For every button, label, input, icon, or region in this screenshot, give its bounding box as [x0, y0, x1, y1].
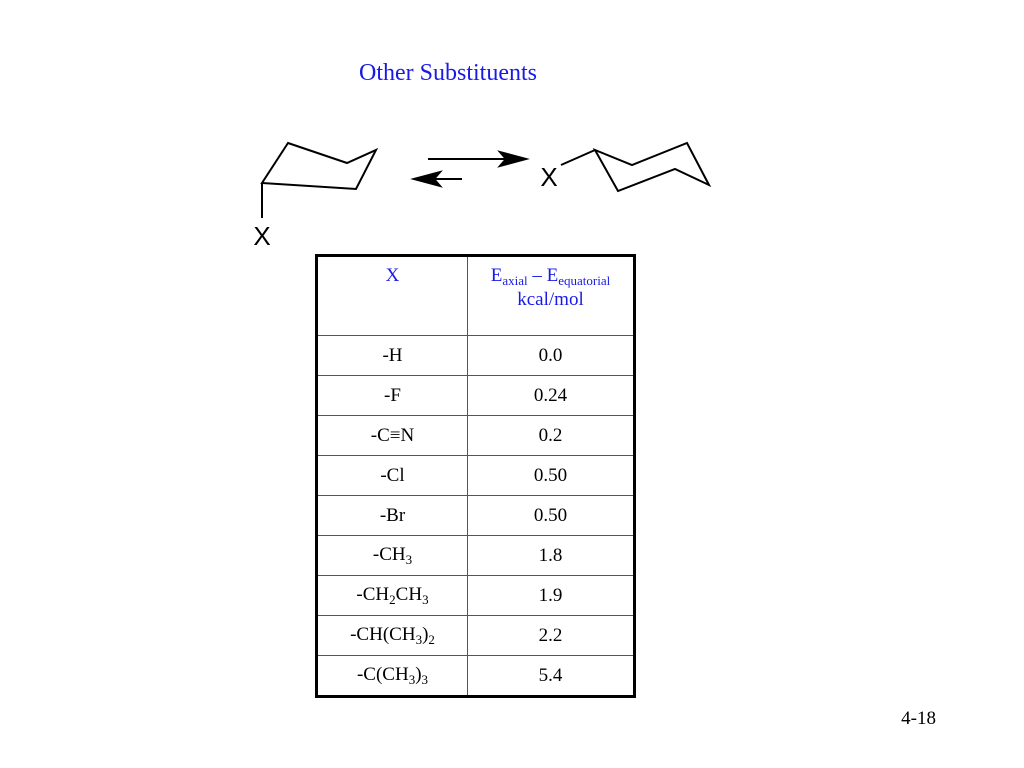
substituent-cell: -Br — [317, 496, 468, 536]
energy-value-cell: 0.50 — [468, 496, 635, 536]
header-unit: kcal/mol — [517, 289, 584, 310]
energy-value-cell: 0.2 — [468, 416, 635, 456]
table-row — [317, 616, 635, 656]
table-row — [317, 656, 635, 697]
substituent-cell: -Cl — [317, 456, 468, 496]
equilibrium-arrows — [414, 152, 526, 186]
header-substituent: X — [317, 256, 468, 336]
substituent-cell: $-C(CH_3)_3$ — [317, 656, 468, 697]
energy-value-cell: 1.9 — [468, 576, 635, 616]
substituent-energy-table — [315, 254, 636, 698]
energy-value-cell: 0.0 — [468, 336, 635, 376]
table-row — [317, 376, 635, 416]
table-row — [317, 536, 635, 576]
equatorial-x-label: X — [540, 162, 558, 192]
axial-chair-structure — [262, 143, 376, 218]
table-row — [317, 496, 635, 536]
energy-value-cell: 1.8 — [468, 536, 635, 576]
substituent-cell: $-CH_2CH_3$ — [317, 576, 468, 616]
substituent-cell: -H — [317, 336, 468, 376]
substituent-cell: -F — [317, 376, 468, 416]
equatorial-chair-structure — [561, 143, 709, 191]
energy-value-cell: 0.24 — [468, 376, 635, 416]
energy-value-cell: 0.50 — [468, 456, 635, 496]
table-header-row — [317, 256, 635, 336]
substituent-cell: $-CH(CH_3)_2$ — [317, 616, 468, 656]
table-row — [317, 456, 635, 496]
energy-value-cell: 5.4 — [468, 656, 635, 697]
slide-title: Other Substituents — [359, 60, 537, 86]
table-row — [317, 336, 635, 376]
table-row — [317, 416, 635, 456]
substituent-cell: -C≡N — [317, 416, 468, 456]
chair-flip-scheme — [0, 0, 1024, 260]
header-energy-difference: $E_{axial} - E_{equatorial}$ kcal/mol — [468, 256, 635, 336]
page-number: 4-18 — [901, 708, 936, 729]
table-body — [317, 336, 635, 697]
energy-value-cell: 2.2 — [468, 616, 635, 656]
axial-x-label: X — [253, 221, 271, 251]
table-row — [317, 576, 635, 616]
substituent-cell: $-CH_3$ — [317, 536, 468, 576]
